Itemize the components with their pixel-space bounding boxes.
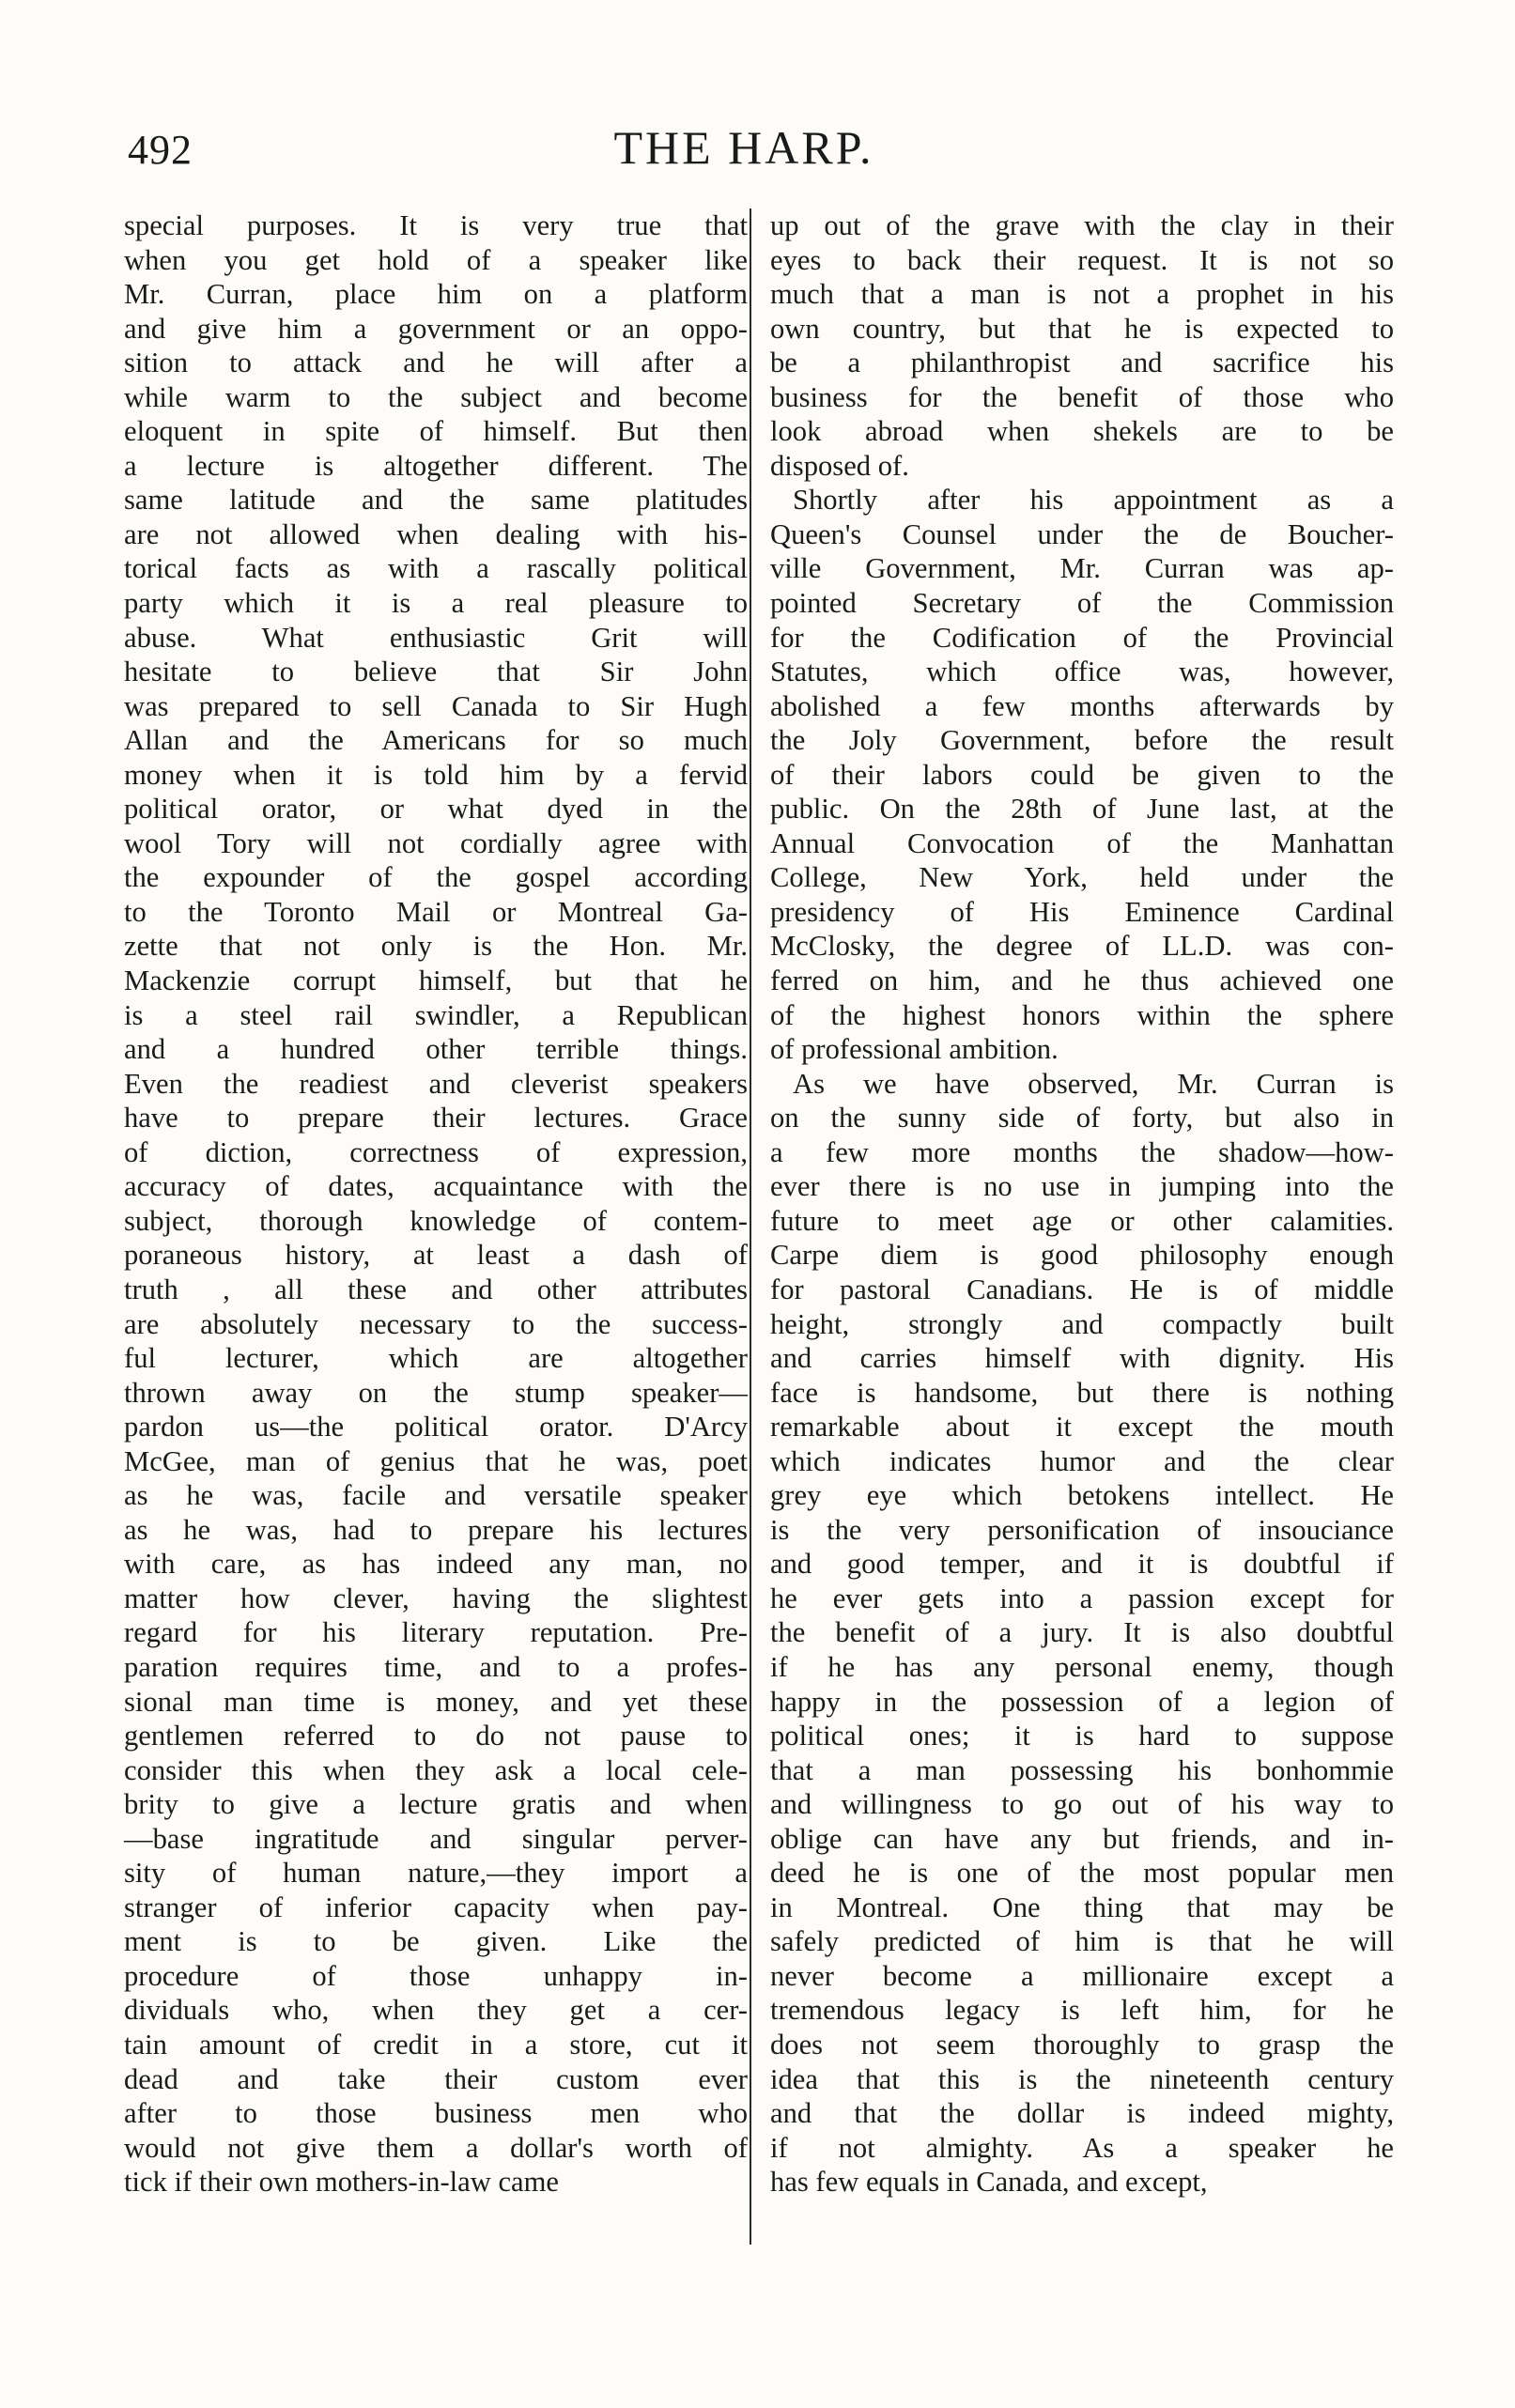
text-line: eyes to back their request. It is not so	[770, 243, 1394, 276]
text-line: if not almighty. As a speaker he	[770, 2131, 1394, 2164]
text-line: future to meet age or other calamities.	[770, 1204, 1394, 1237]
text-line: same latitude and the same platitudes	[124, 484, 748, 517]
text-line: accuracy of dates, acquaintance with the	[124, 1170, 748, 1203]
text-line: of diction, correctness of expression,	[124, 1135, 748, 1168]
text-line: to the Toronto Mail or Montreal Ga-	[124, 895, 748, 928]
text-line: for pastoral Canadians. He is of middle	[770, 1273, 1394, 1305]
text-line: the Joly Government, before the result	[770, 724, 1394, 757]
text-line: is the very personification of insouciance	[770, 1513, 1394, 1546]
text-line: remarkable about it except the mouth	[770, 1411, 1394, 1443]
text-line: presidency of His Eminence Cardinal	[770, 895, 1394, 928]
text-line: ever there is no use in jumping into the	[770, 1170, 1394, 1203]
right-column	[770, 208, 1394, 2200]
text-line: —base ingratitude and singular perver-	[124, 1822, 748, 1855]
text-line: which indicates humor and the clear	[770, 1444, 1394, 1477]
text-line: truth , all these and other attributes	[124, 1273, 748, 1305]
text-line: safely predicted of him is that he will	[770, 1925, 1394, 1958]
text-line: oblige can have any but friends, and in-	[770, 1822, 1394, 1855]
text-line: subject, thorough knowledge of contem-	[124, 1204, 748, 1237]
text-line: hesitate to believe that Sir John	[124, 656, 748, 688]
text-line: special purposes. It is very true that	[124, 209, 748, 241]
text-line: the benefit of a jury. It is also doubtful	[770, 1616, 1394, 1649]
text-line: of the highest honors within the sphere	[770, 998, 1394, 1031]
text-line: dead and take their custom ever	[124, 2062, 748, 2095]
text-line: be a philanthropist and sacrifice his	[770, 347, 1394, 379]
text-line: of their labors could be given to the	[770, 758, 1394, 791]
text-line: ment is to be given. Like the	[124, 1925, 748, 1958]
text-line: eloquent in spite of himself. But then	[124, 415, 748, 448]
text-line: consider this when they ask a local cele-	[124, 1753, 748, 1786]
text-line: after to those business men who	[124, 2097, 748, 2130]
text-line: on the sunny side of forty, but also in	[770, 1102, 1394, 1135]
text-line: look abroad when shekels are to be	[770, 415, 1394, 448]
text-line: grey eye which betokens intellect. He	[770, 1479, 1394, 1512]
text-line: Queen's Counsel under the de Boucher-	[770, 517, 1394, 550]
text-line: College, New York, held under the	[770, 861, 1394, 894]
text-line: sity of human nature,—they import a	[124, 1857, 748, 1890]
text-line: paration requires time, and to a profes-	[124, 1650, 748, 1683]
text-line: of professional ambition.	[770, 1033, 1059, 1066]
text-line: Annual Convocation of the Manhattan	[770, 826, 1394, 859]
text-line: As we have observed, Mr. Curran is	[793, 1067, 1394, 1100]
page-header	[124, 120, 1364, 186]
text-line: stranger of inferior capacity when pay-	[124, 1891, 748, 1923]
text-line: have to prepare their lectures. Grace	[124, 1102, 748, 1135]
text-line: when you get hold of a speaker like	[124, 243, 748, 276]
text-line: with care, as has indeed any man, no	[124, 1548, 748, 1581]
text-line: a lecture is altogether different. The	[124, 449, 748, 482]
text-line: tremendous legacy is left him, for he	[770, 1994, 1394, 2027]
text-line: never become a millionaire except a	[770, 1959, 1394, 1992]
text-line: abuse. What enthusiastic Grit will	[124, 621, 748, 654]
text-line: for the Codification of the Provincial	[770, 621, 1394, 654]
text-line: sional man time is money, and yet these	[124, 1685, 748, 1718]
text-line: in Montreal. One thing that may be	[770, 1891, 1394, 1923]
text-line: would not give them a dollar's worth of	[124, 2131, 748, 2164]
text-line: and give him a government or an oppo-	[124, 312, 748, 345]
text-line: brity to give a lecture gratis and when	[124, 1788, 748, 1821]
text-line: as he was, facile and versatile speaker	[124, 1479, 748, 1512]
text-line: does not seem thoroughly to grasp the	[770, 2028, 1394, 2061]
text-line: happy in the possession of a legion of	[770, 1685, 1394, 1718]
text-line: pardon us—the political orator. D'Arcy	[124, 1411, 748, 1443]
text-line: deed he is one of the most popular men	[770, 1857, 1394, 1890]
text-line: he ever gets into a passion except for	[770, 1582, 1394, 1614]
text-line: Carpe diem is good philosophy enough	[770, 1239, 1394, 1272]
text-line: face is handsome, but there is nothing	[770, 1376, 1394, 1409]
text-line: ful lecturer, which are altogether	[124, 1342, 748, 1375]
text-line: Shortly after his appointment as a	[793, 484, 1394, 517]
text-line: Even the readiest and cleverist speakers	[124, 1067, 748, 1100]
text-line: public. On the 28th of June last, at the	[770, 793, 1394, 826]
text-line: Mr. Curran, place him on a platform	[124, 278, 748, 311]
text-line: and willingness to go out of his way to	[770, 1788, 1394, 1821]
text-line: as he was, had to prepare his lectures	[124, 1513, 748, 1546]
text-line: height, strongly and compactly built	[770, 1307, 1394, 1340]
text-line: regard for his literary reputation. Pre-	[124, 1616, 748, 1649]
text-line: is a steel rail swindler, a Republican	[124, 998, 748, 1031]
text-line: sition to attack and he will after a	[124, 347, 748, 379]
text-line: tain amount of credit in a store, cut it	[124, 2028, 748, 2061]
text-line: much that a man is not a prophet in his	[770, 278, 1394, 311]
text-line: while warm to the subject and become	[124, 380, 748, 413]
text-line: pointed Secretary of the Commission	[770, 587, 1394, 620]
text-line: and that the dollar is indeed mighty,	[770, 2097, 1394, 2130]
text-line: idea that this is the nineteenth century	[770, 2062, 1394, 2095]
text-line: poraneous history, at least a dash of	[124, 1239, 748, 1272]
text-line: tick if their own mothers-in-law came	[124, 2166, 559, 2199]
text-line: matter how clever, having the slightest	[124, 1582, 748, 1614]
text-line: money when it is told him by a fervid	[124, 758, 748, 791]
text-line: McGee, man of genius that he was, poet	[124, 1444, 748, 1477]
text-line: ferred on him, and he thus achieved one	[770, 965, 1394, 997]
text-line: and a hundred other terrible things.	[124, 1033, 748, 1066]
text-line: a few more months the shadow—how-	[770, 1135, 1394, 1168]
running-title: THE HARP.	[613, 121, 874, 174]
text-line: Statutes, which office was, however,	[770, 656, 1394, 688]
text-line: wool Tory will not cordially agree with	[124, 826, 748, 859]
text-line: the expounder of the gospel according	[124, 861, 748, 894]
left-column	[124, 208, 748, 2200]
text-line: abolished a few months afterwards by	[770, 689, 1394, 722]
text-line: ville Government, Mr. Curran was ap-	[770, 552, 1394, 585]
text-line: party which it is a real pleasure to	[124, 587, 748, 620]
text-line: torical facts as with a rascally political	[124, 552, 748, 585]
text-line: business for the benefit of those who	[770, 380, 1394, 413]
text-line: that a man possessing his bonhommie	[770, 1753, 1394, 1786]
text-line: up out of the grave with the clay in their	[770, 209, 1394, 241]
text-line: and good temper, and it is doubtful if	[770, 1548, 1394, 1581]
text-line: Mackenzie corrupt himself, but that he	[124, 965, 748, 997]
text-line: are absolutely necessary to the success-	[124, 1307, 748, 1340]
column-rule	[750, 208, 751, 2245]
text-line: political orator, or what dyed in the	[124, 793, 748, 826]
text-line: gentlemen referred to do not pause to	[124, 1720, 748, 1752]
text-line: and carries himself with dignity. His	[770, 1342, 1394, 1375]
text-line: Allan and the Americans for so much	[124, 724, 748, 757]
text-line: are not allowed when dealing with his-	[124, 517, 748, 550]
text-line: McClosky, the degree of LL.D. was con-	[770, 930, 1394, 963]
text-line: has few equals in Canada, and except,	[770, 2166, 1208, 2199]
text-line: own country, but that he is expected to	[770, 312, 1394, 345]
page-number: 492	[128, 127, 193, 173]
text-line: dividuals who, when they get a cer-	[124, 1994, 748, 2027]
text-line: was prepared to sell Canada to Sir Hugh	[124, 689, 748, 722]
text-line: thrown away on the stump speaker—	[124, 1376, 748, 1409]
text-line: political ones; it is hard to suppose	[770, 1720, 1394, 1752]
text-line: procedure of those unhappy in-	[124, 1959, 748, 1992]
text-line: if he has any personal enemy, though	[770, 1650, 1394, 1683]
text-line: zette that not only is the Hon. Mr.	[124, 930, 748, 963]
text-line: disposed of.	[770, 449, 909, 482]
